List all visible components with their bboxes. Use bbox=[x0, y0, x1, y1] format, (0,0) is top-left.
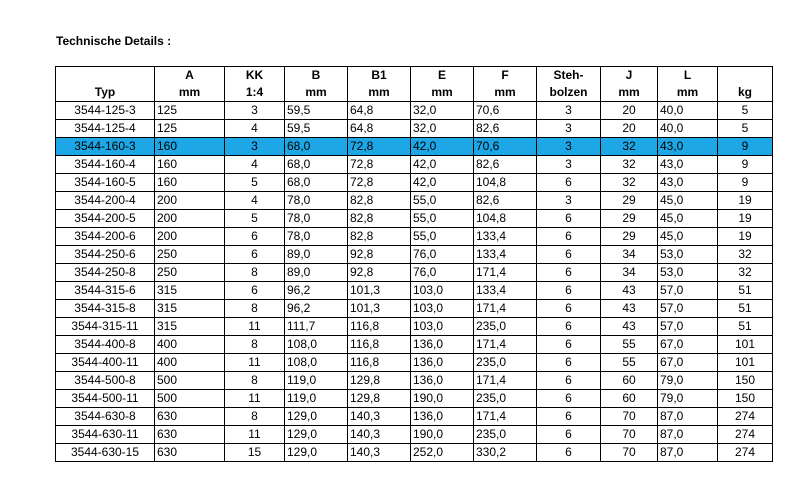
cell-kg: 9 bbox=[718, 138, 773, 156]
cell-stehbolzen: 6 bbox=[537, 282, 601, 300]
cell-l: 43,0 bbox=[658, 174, 718, 192]
cell-f: 104,8 bbox=[474, 210, 537, 228]
cell-typ: 3544-500-11 bbox=[56, 390, 155, 408]
header-row-2 bbox=[56, 84, 773, 102]
cell-stehbolzen: 6 bbox=[537, 318, 601, 336]
cell-l: 79,0 bbox=[658, 372, 718, 390]
technical-details-table bbox=[55, 66, 773, 462]
cell-j: 55 bbox=[601, 336, 658, 354]
cell-typ: 3544-630-8 bbox=[56, 408, 155, 426]
cell-a: 200 bbox=[155, 228, 225, 246]
cell-kg: 19 bbox=[718, 228, 773, 246]
cell-e: 103,0 bbox=[411, 282, 474, 300]
cell-kg: 150 bbox=[718, 390, 773, 408]
cell-j: 60 bbox=[601, 372, 658, 390]
cell-a: 160 bbox=[155, 156, 225, 174]
cell-kg: 19 bbox=[718, 210, 773, 228]
cell-stehbolzen: 6 bbox=[537, 372, 601, 390]
table-row bbox=[56, 426, 773, 444]
cell-kg: 101 bbox=[718, 354, 773, 372]
table-row bbox=[56, 444, 773, 462]
cell-b1: 116,8 bbox=[348, 354, 411, 372]
cell-l: 53,0 bbox=[658, 264, 718, 282]
cell-stehbolzen: 6 bbox=[537, 354, 601, 372]
cell-l: 57,0 bbox=[658, 318, 718, 336]
cell-kk: 8 bbox=[225, 264, 285, 282]
cell-a: 500 bbox=[155, 390, 225, 408]
header-b1: mm bbox=[348, 84, 411, 102]
cell-kk: 3 bbox=[225, 102, 285, 120]
cell-a: 250 bbox=[155, 246, 225, 264]
cell-b1: 82,8 bbox=[348, 228, 411, 246]
cell-e: 55,0 bbox=[411, 192, 474, 210]
table-row bbox=[56, 282, 773, 300]
cell-a: 125 bbox=[155, 102, 225, 120]
cell-kg: 51 bbox=[718, 300, 773, 318]
header-kg: kg bbox=[718, 84, 773, 102]
header-kk: KK bbox=[225, 67, 285, 85]
cell-typ: 3544-200-5 bbox=[56, 210, 155, 228]
cell-e: 190,0 bbox=[411, 390, 474, 408]
cell-f: 171,4 bbox=[474, 264, 537, 282]
cell-typ: 3544-630-15 bbox=[56, 444, 155, 462]
cell-f: 235,0 bbox=[474, 390, 537, 408]
cell-kg: 5 bbox=[718, 120, 773, 138]
cell-typ: 3544-125-3 bbox=[56, 102, 155, 120]
cell-l: 87,0 bbox=[658, 426, 718, 444]
cell-stehbolzen: 6 bbox=[537, 228, 601, 246]
cell-j: 43 bbox=[601, 318, 658, 336]
header-j: mm bbox=[601, 84, 658, 102]
cell-b: 59,5 bbox=[285, 102, 348, 120]
cell-stehbolzen: 6 bbox=[537, 174, 601, 192]
cell-stehbolzen: 6 bbox=[537, 408, 601, 426]
cell-f: 82,6 bbox=[474, 156, 537, 174]
cell-f: 171,4 bbox=[474, 408, 537, 426]
header-stehbolzen: Steh- bbox=[537, 67, 601, 85]
cell-j: 20 bbox=[601, 120, 658, 138]
header-a: mm bbox=[155, 84, 225, 102]
cell-j: 32 bbox=[601, 138, 658, 156]
cell-b: 96,2 bbox=[285, 300, 348, 318]
cell-typ: 3544-400-11 bbox=[56, 354, 155, 372]
cell-b1: 92,8 bbox=[348, 264, 411, 282]
cell-kg: 9 bbox=[718, 156, 773, 174]
cell-j: 29 bbox=[601, 210, 658, 228]
cell-b1: 116,8 bbox=[348, 336, 411, 354]
table-row bbox=[56, 408, 773, 426]
cell-a: 400 bbox=[155, 354, 225, 372]
table-row bbox=[56, 120, 773, 138]
cell-b1: 64,8 bbox=[348, 102, 411, 120]
header-row-1 bbox=[56, 67, 773, 85]
cell-typ: 3544-200-6 bbox=[56, 228, 155, 246]
cell-b: 119,0 bbox=[285, 390, 348, 408]
header-l: L bbox=[658, 67, 718, 85]
cell-b1: 82,8 bbox=[348, 210, 411, 228]
cell-f: 235,0 bbox=[474, 426, 537, 444]
cell-l: 57,0 bbox=[658, 300, 718, 318]
header-a: A bbox=[155, 67, 225, 85]
header-typ: Typ bbox=[56, 84, 155, 102]
cell-b: 129,0 bbox=[285, 426, 348, 444]
cell-b: 78,0 bbox=[285, 210, 348, 228]
cell-stehbolzen: 6 bbox=[537, 390, 601, 408]
table-row bbox=[56, 102, 773, 120]
cell-stehbolzen: 3 bbox=[537, 120, 601, 138]
cell-typ: 3544-500-8 bbox=[56, 372, 155, 390]
cell-stehbolzen: 6 bbox=[537, 246, 601, 264]
cell-typ: 3544-160-5 bbox=[56, 174, 155, 192]
cell-b1: 72,8 bbox=[348, 138, 411, 156]
cell-kg: 19 bbox=[718, 192, 773, 210]
cell-e: 136,0 bbox=[411, 408, 474, 426]
cell-e: 42,0 bbox=[411, 174, 474, 192]
cell-a: 315 bbox=[155, 300, 225, 318]
cell-kk: 5 bbox=[225, 174, 285, 192]
cell-l: 43,0 bbox=[658, 156, 718, 174]
cell-j: 55 bbox=[601, 354, 658, 372]
table-row bbox=[56, 264, 773, 282]
header-typ bbox=[56, 67, 155, 85]
cell-typ: 3544-630-11 bbox=[56, 426, 155, 444]
cell-b1: 129,8 bbox=[348, 390, 411, 408]
cell-kk: 4 bbox=[225, 120, 285, 138]
cell-j: 20 bbox=[601, 102, 658, 120]
cell-j: 43 bbox=[601, 282, 658, 300]
cell-j: 70 bbox=[601, 408, 658, 426]
cell-e: 136,0 bbox=[411, 336, 474, 354]
cell-kk: 5 bbox=[225, 210, 285, 228]
cell-e: 136,0 bbox=[411, 354, 474, 372]
cell-l: 45,0 bbox=[658, 210, 718, 228]
cell-kk: 6 bbox=[225, 228, 285, 246]
cell-b: 68,0 bbox=[285, 174, 348, 192]
cell-f: 235,0 bbox=[474, 318, 537, 336]
cell-f: 171,4 bbox=[474, 300, 537, 318]
cell-kg: 274 bbox=[718, 426, 773, 444]
cell-stehbolzen: 6 bbox=[537, 444, 601, 462]
cell-stehbolzen: 6 bbox=[537, 336, 601, 354]
cell-b: 59,5 bbox=[285, 120, 348, 138]
cell-f: 70,6 bbox=[474, 138, 537, 156]
cell-kk: 4 bbox=[225, 156, 285, 174]
cell-b: 129,0 bbox=[285, 444, 348, 462]
cell-kg: 101 bbox=[718, 336, 773, 354]
cell-b: 78,0 bbox=[285, 228, 348, 246]
cell-typ: 3544-400-8 bbox=[56, 336, 155, 354]
cell-kk: 3 bbox=[225, 138, 285, 156]
cell-f: 171,4 bbox=[474, 372, 537, 390]
cell-typ: 3544-160-3 bbox=[56, 138, 155, 156]
cell-b: 129,0 bbox=[285, 408, 348, 426]
cell-e: 76,0 bbox=[411, 264, 474, 282]
cell-f: 133,4 bbox=[474, 246, 537, 264]
cell-kg: 5 bbox=[718, 102, 773, 120]
cell-stehbolzen: 6 bbox=[537, 300, 601, 318]
cell-f: 133,4 bbox=[474, 282, 537, 300]
cell-f: 70,6 bbox=[474, 102, 537, 120]
cell-b: 89,0 bbox=[285, 246, 348, 264]
cell-b1: 72,8 bbox=[348, 156, 411, 174]
cell-b: 68,0 bbox=[285, 156, 348, 174]
cell-f: 171,4 bbox=[474, 336, 537, 354]
cell-stehbolzen: 6 bbox=[537, 426, 601, 444]
cell-e: 55,0 bbox=[411, 210, 474, 228]
cell-f: 235,0 bbox=[474, 354, 537, 372]
cell-kg: 274 bbox=[718, 444, 773, 462]
cell-typ: 3544-250-6 bbox=[56, 246, 155, 264]
table-row bbox=[56, 228, 773, 246]
cell-b1: 82,8 bbox=[348, 192, 411, 210]
cell-j: 32 bbox=[601, 156, 658, 174]
cell-kk: 6 bbox=[225, 282, 285, 300]
header-b: B bbox=[285, 67, 348, 85]
cell-l: 45,0 bbox=[658, 192, 718, 210]
table-header bbox=[56, 67, 773, 102]
header-kk: 1:4 bbox=[225, 84, 285, 102]
cell-b1: 129,8 bbox=[348, 372, 411, 390]
cell-a: 250 bbox=[155, 264, 225, 282]
cell-b: 78,0 bbox=[285, 192, 348, 210]
cell-a: 630 bbox=[155, 444, 225, 462]
cell-a: 400 bbox=[155, 336, 225, 354]
header-b1: B1 bbox=[348, 67, 411, 85]
table-row bbox=[56, 354, 773, 372]
cell-l: 40,0 bbox=[658, 120, 718, 138]
cell-kk: 4 bbox=[225, 192, 285, 210]
cell-l: 79,0 bbox=[658, 390, 718, 408]
cell-j: 60 bbox=[601, 390, 658, 408]
cell-typ: 3544-315-8 bbox=[56, 300, 155, 318]
cell-e: 252,0 bbox=[411, 444, 474, 462]
table-row bbox=[56, 246, 773, 264]
cell-typ: 3544-315-11 bbox=[56, 318, 155, 336]
cell-b1: 116,8 bbox=[348, 318, 411, 336]
cell-a: 160 bbox=[155, 174, 225, 192]
cell-kg: 274 bbox=[718, 408, 773, 426]
cell-a: 160 bbox=[155, 138, 225, 156]
cell-kg: 9 bbox=[718, 174, 773, 192]
cell-a: 500 bbox=[155, 372, 225, 390]
cell-e: 32,0 bbox=[411, 102, 474, 120]
cell-e: 42,0 bbox=[411, 156, 474, 174]
table-row bbox=[56, 300, 773, 318]
cell-j: 32 bbox=[601, 174, 658, 192]
cell-b: 96,2 bbox=[285, 282, 348, 300]
cell-kk: 6 bbox=[225, 246, 285, 264]
cell-j: 70 bbox=[601, 444, 658, 462]
cell-a: 315 bbox=[155, 318, 225, 336]
cell-l: 87,0 bbox=[658, 408, 718, 426]
cell-b1: 64,8 bbox=[348, 120, 411, 138]
cell-kk: 15 bbox=[225, 444, 285, 462]
cell-kk: 11 bbox=[225, 318, 285, 336]
cell-kg: 32 bbox=[718, 264, 773, 282]
cell-kk: 11 bbox=[225, 390, 285, 408]
cell-kg: 51 bbox=[718, 318, 773, 336]
page-title: Technische Details : bbox=[56, 34, 172, 48]
cell-e: 42,0 bbox=[411, 138, 474, 156]
cell-kk: 8 bbox=[225, 408, 285, 426]
table-row bbox=[56, 372, 773, 390]
cell-a: 630 bbox=[155, 408, 225, 426]
header-e: mm bbox=[411, 84, 474, 102]
cell-b: 108,0 bbox=[285, 354, 348, 372]
header-f: mm bbox=[474, 84, 537, 102]
cell-kg: 150 bbox=[718, 372, 773, 390]
cell-kk: 8 bbox=[225, 372, 285, 390]
cell-a: 200 bbox=[155, 210, 225, 228]
cell-b: 111,7 bbox=[285, 318, 348, 336]
cell-b: 119,0 bbox=[285, 372, 348, 390]
cell-f: 330,2 bbox=[474, 444, 537, 462]
cell-l: 43,0 bbox=[658, 138, 718, 156]
cell-b1: 101,3 bbox=[348, 300, 411, 318]
cell-j: 29 bbox=[601, 192, 658, 210]
header-f: F bbox=[474, 67, 537, 85]
table-row bbox=[56, 336, 773, 354]
table-body bbox=[56, 102, 773, 462]
cell-j: 43 bbox=[601, 300, 658, 318]
cell-f: 133,4 bbox=[474, 228, 537, 246]
cell-f: 82,6 bbox=[474, 120, 537, 138]
cell-b1: 140,3 bbox=[348, 426, 411, 444]
cell-l: 40,0 bbox=[658, 102, 718, 120]
table-row bbox=[56, 174, 773, 192]
cell-b: 68,0 bbox=[285, 138, 348, 156]
cell-e: 55,0 bbox=[411, 228, 474, 246]
table-row bbox=[56, 390, 773, 408]
cell-stehbolzen: 3 bbox=[537, 102, 601, 120]
cell-e: 103,0 bbox=[411, 300, 474, 318]
cell-kk: 11 bbox=[225, 354, 285, 372]
table-row bbox=[56, 192, 773, 210]
cell-b1: 92,8 bbox=[348, 246, 411, 264]
cell-kg: 51 bbox=[718, 282, 773, 300]
cell-l: 87,0 bbox=[658, 444, 718, 462]
cell-kg: 32 bbox=[718, 246, 773, 264]
cell-stehbolzen: 6 bbox=[537, 264, 601, 282]
cell-f: 82,6 bbox=[474, 192, 537, 210]
cell-b1: 101,3 bbox=[348, 282, 411, 300]
cell-b: 108,0 bbox=[285, 336, 348, 354]
table-row bbox=[56, 138, 773, 156]
table-row bbox=[56, 156, 773, 174]
cell-a: 630 bbox=[155, 426, 225, 444]
cell-typ: 3544-250-8 bbox=[56, 264, 155, 282]
cell-j: 34 bbox=[601, 246, 658, 264]
cell-typ: 3544-160-4 bbox=[56, 156, 155, 174]
cell-e: 136,0 bbox=[411, 372, 474, 390]
cell-l: 45,0 bbox=[658, 228, 718, 246]
cell-typ: 3544-315-6 bbox=[56, 282, 155, 300]
cell-b: 89,0 bbox=[285, 264, 348, 282]
cell-kk: 8 bbox=[225, 300, 285, 318]
cell-e: 103,0 bbox=[411, 318, 474, 336]
cell-stehbolzen: 3 bbox=[537, 138, 601, 156]
table-row bbox=[56, 210, 773, 228]
cell-l: 67,0 bbox=[658, 336, 718, 354]
cell-kk: 8 bbox=[225, 336, 285, 354]
cell-kk: 11 bbox=[225, 426, 285, 444]
cell-j: 34 bbox=[601, 264, 658, 282]
header-b: mm bbox=[285, 84, 348, 102]
header-stehbolzen: bolzen bbox=[537, 84, 601, 102]
cell-e: 32,0 bbox=[411, 120, 474, 138]
cell-f: 104,8 bbox=[474, 174, 537, 192]
header-l: mm bbox=[658, 84, 718, 102]
table-row bbox=[56, 318, 773, 336]
cell-a: 200 bbox=[155, 192, 225, 210]
cell-typ: 3544-125-4 bbox=[56, 120, 155, 138]
cell-l: 53,0 bbox=[658, 246, 718, 264]
cell-l: 67,0 bbox=[658, 354, 718, 372]
cell-j: 70 bbox=[601, 426, 658, 444]
cell-e: 76,0 bbox=[411, 246, 474, 264]
cell-e: 190,0 bbox=[411, 426, 474, 444]
cell-l: 57,0 bbox=[658, 282, 718, 300]
cell-b1: 72,8 bbox=[348, 174, 411, 192]
cell-stehbolzen: 3 bbox=[537, 156, 601, 174]
cell-b1: 140,3 bbox=[348, 444, 411, 462]
cell-typ: 3544-200-4 bbox=[56, 192, 155, 210]
cell-stehbolzen: 6 bbox=[537, 210, 601, 228]
cell-a: 125 bbox=[155, 120, 225, 138]
cell-stehbolzen: 3 bbox=[537, 192, 601, 210]
header-j: J bbox=[601, 67, 658, 85]
cell-b1: 140,3 bbox=[348, 408, 411, 426]
cell-a: 315 bbox=[155, 282, 225, 300]
header-kg bbox=[718, 67, 773, 85]
header-e: E bbox=[411, 67, 474, 85]
cell-j: 29 bbox=[601, 228, 658, 246]
